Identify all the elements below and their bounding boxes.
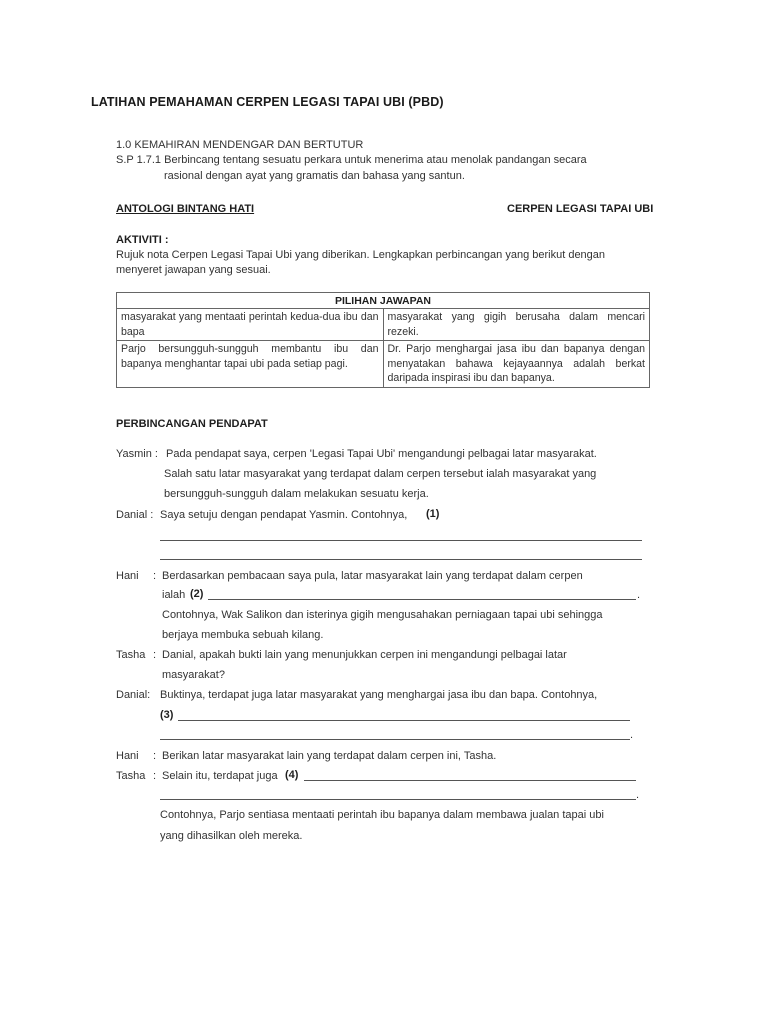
colon: :	[153, 570, 157, 582]
answer-option[interactable]: Dr. Parjo menghargai jasa ibu dan bapanya dengan menyatakan bahawa kejayaannya adalah berkat daripada inspirasi ibu dan bapanya.	[383, 341, 650, 388]
dialogue-hani-1: Berdasarkan pembacaan saya pula, latar masyarakat lain yang terdapat dalam cerpen	[162, 570, 583, 582]
activity-instruction-1: Rujuk nota Cerpen Legasi Tapai Ubi yang diberikan. Lengkapkan perbincangan yang berikut dengan	[116, 249, 606, 261]
answer-line-1b[interactable]	[160, 559, 642, 560]
dialogue-closing-1: Contohnya, Parjo sentiasa mentaati perintah ibu bapanya dalam membawa jualan tapai ubi	[160, 809, 604, 821]
table-row	[117, 341, 650, 388]
dialogue-danial-2: Buktinya, terdapat juga latar masyarakat yang menghargai jasa ibu dan bapa. Contohnya,	[160, 689, 598, 701]
answer-line-4a[interactable]	[304, 780, 636, 781]
period: .	[630, 729, 634, 741]
skill-standard-line-1: S.P 1.7.1 Berbincang tentang sesuatu perkara untuk menerima atau menolak pandangan secara	[116, 154, 587, 166]
blank-number-4: (4)	[285, 769, 299, 781]
speaker-yasmin: Yasmin :	[116, 448, 158, 460]
dialogue-tasha-1: Danial, apakah bukti lain yang menunjukkan cerpen ini mengandungi pelbagai latar	[162, 649, 567, 661]
dialogue-yasmin-3: bersungguh-sungguh dalam melakukan sesuatu kerja.	[164, 488, 429, 500]
answer-line-3a[interactable]	[178, 720, 630, 721]
dialogue-tasha-3: Selain itu, terdapat juga	[162, 770, 278, 782]
answer-line-1a[interactable]	[160, 540, 642, 541]
dialogue-yasmin-2: Salah satu latar masyarakat yang terdapat dalam cerpen tersebut ialah masyarakat yang	[164, 468, 597, 480]
period: .	[637, 589, 641, 601]
dialogue-hani-3: Contohnya, Wak Salikon dan isterinya gigih mengusahakan perniagaan tapai ubi sehingga	[162, 609, 603, 621]
skill-heading: 1.0 KEMAHIRAN MENDENGAR DAN BERTUTUR	[116, 139, 364, 151]
discussion-heading: PERBINCANGAN PENDAPAT	[116, 418, 268, 430]
colon: :	[153, 649, 157, 661]
dialogue-hani-5: Berikan latar masyarakat lain yang terdapat dalam cerpen ini, Tasha.	[162, 750, 497, 762]
activity-instruction-2: menyeret jawapan yang sesuai.	[116, 264, 271, 276]
activity-label: AKTIVITI :	[116, 234, 169, 246]
answer-options-header: PILIHAN JAWAPAN	[117, 293, 650, 309]
dialogue-danial-1: Saya setuju dengan pendapat Yasmin. Contohnya,	[160, 509, 408, 521]
dialogue-tasha-2: masyarakat?	[162, 669, 225, 681]
skill-standard-line-2: rasional dengan ayat yang gramatis dan bahasa yang santun.	[164, 170, 465, 182]
answer-option[interactable]: Parjo bersungguh-sungguh membantu ibu dan bapanya menghantar tapai ubi pada setiap pagi.	[117, 341, 384, 388]
dialogue-yasmin-1: Pada pendapat saya, cerpen 'Legasi Tapai Ubi' mengandungi pelbagai latar masyarakat.	[166, 448, 597, 460]
story-title: CERPEN LEGASI TAPAI UBI	[507, 203, 654, 215]
dialogue-hani-2: ialah	[162, 589, 186, 601]
answer-line-2[interactable]	[208, 599, 636, 600]
speaker-tasha: Tasha	[116, 649, 146, 661]
answer-options-table	[116, 292, 650, 388]
speaker-tasha: Tasha	[116, 770, 146, 782]
blank-number-2: (2)	[190, 588, 204, 600]
colon: :	[153, 770, 157, 782]
anthology-title: ANTOLOGI BINTANG HATI	[116, 203, 255, 215]
answer-option[interactable]: masyarakat yang gigih berusaha dalam mencari rezeki.	[383, 309, 650, 341]
blank-number-1: (1)	[426, 508, 440, 520]
period: .	[636, 789, 640, 801]
speaker-danial: Danial:	[116, 689, 151, 701]
answer-option[interactable]: masyarakat yang mentaati perintah kedua-dua ibu dan bapa	[117, 309, 384, 341]
dialogue-hani-4: berjaya membuka sebuah kilang.	[162, 629, 324, 641]
answer-line-3b[interactable]	[160, 739, 630, 740]
blank-number-3: (3)	[160, 709, 174, 721]
speaker-hani: Hani	[116, 750, 139, 762]
speaker-hani: Hani	[116, 570, 139, 582]
dialogue-closing-2: yang dihasilkan oleh mereka.	[160, 830, 303, 842]
table-row	[117, 309, 650, 341]
speaker-danial: Danial :	[116, 509, 154, 521]
page-title: LATIHAN PEMAHAMAN CERPEN LEGASI TAPAI UBI (PBD)	[91, 95, 444, 109]
colon: :	[153, 750, 157, 762]
answer-line-4b[interactable]	[160, 799, 636, 800]
